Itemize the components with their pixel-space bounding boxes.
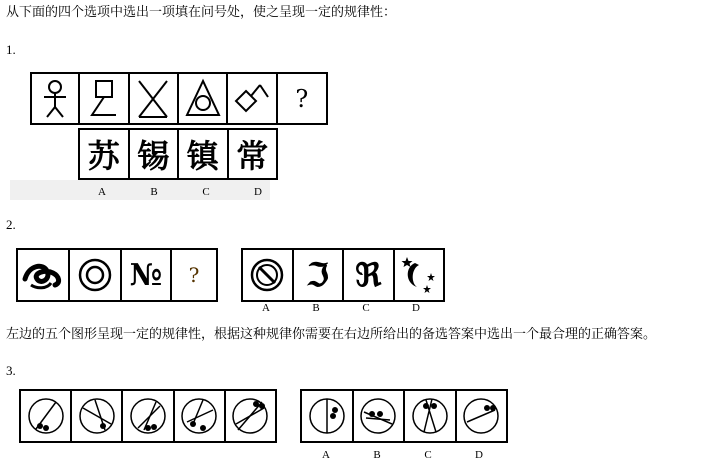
scan-shadow <box>10 180 270 200</box>
q3-figure-1 <box>21 391 72 441</box>
q1-label-a: A <box>98 186 106 198</box>
q1-options-strip <box>78 128 278 180</box>
q3-figure-2 <box>72 391 123 441</box>
circle-line-dots-icon <box>305 394 349 438</box>
q2-option-d[interactable] <box>395 250 444 300</box>
q3-sequence-strip <box>19 389 277 443</box>
square-triangle-icon <box>84 77 124 121</box>
q3-option-a[interactable] <box>302 391 354 441</box>
q3-option-c[interactable] <box>405 391 457 441</box>
circle-line-dots-icon <box>177 394 221 438</box>
moon-stars-icon <box>397 253 441 297</box>
q1-label-c: C <box>202 186 210 198</box>
q2-options-strip <box>241 248 445 302</box>
cross-triangle-icon <box>133 77 173 121</box>
circle-line-dots-icon <box>459 394 503 438</box>
q1-figure-1 <box>32 74 80 123</box>
circle-line-dots-icon <box>24 394 68 438</box>
q1-option-d[interactable]: 常 <box>236 137 269 175</box>
question-number-3: 3. <box>6 363 16 378</box>
q3-label-a: A <box>322 449 330 461</box>
q2-numero-sign: № <box>122 250 172 300</box>
circle-in-triangle-icon <box>183 77 223 121</box>
q2-figure-1 <box>18 250 70 300</box>
diamond-angle-icon <box>232 77 272 121</box>
circle-line-dots-icon <box>75 394 119 438</box>
q2-label-b: B <box>312 302 320 314</box>
q3-option-b[interactable] <box>354 391 406 441</box>
circle-line-dots-icon <box>356 394 400 438</box>
q3-option-d[interactable] <box>457 391 507 441</box>
q3-figure-5 <box>226 391 275 441</box>
instruction-text: 从下面的四个选项中选出一项填在问号处，使之呈现一定的规律性： <box>6 5 397 20</box>
double-circle-icon <box>73 255 117 295</box>
circle-line-dots-icon <box>408 394 452 438</box>
q2-sequence-strip <box>16 248 218 302</box>
q1-figure-4 <box>179 74 228 123</box>
q2-figure-2 <box>70 250 122 300</box>
q2-option-b[interactable]: ℑ <box>294 250 345 300</box>
q2-label-c: C <box>362 302 370 314</box>
q1-figure-2 <box>80 74 129 123</box>
q2-option-c[interactable]: ℜ <box>344 250 395 300</box>
q1-option-b[interactable]: 锡 <box>130 130 180 178</box>
stick-figure-icon <box>35 77 75 121</box>
q1-question-mark: ? <box>295 84 309 113</box>
q2-label-a: A <box>262 302 270 314</box>
question-number-2: 2. <box>6 217 16 232</box>
scroll-ornament-icon <box>21 255 65 295</box>
q2-label-d: D <box>412 302 420 314</box>
q1-figure-5 <box>228 74 277 123</box>
q1-label-b: B <box>150 186 158 198</box>
circle-line-dots-icon <box>126 394 170 438</box>
q3-label-d: D <box>475 449 483 461</box>
q3-label-c: C <box>424 449 432 461</box>
prohibited-sign-icon <box>245 255 289 295</box>
q1-sequence-strip <box>30 72 328 125</box>
q2-question-mark: ? <box>188 263 200 287</box>
q1-figure-3 <box>130 74 179 123</box>
circle-line-dots-icon <box>228 394 272 438</box>
q3-figure-3 <box>123 391 174 441</box>
q3-figure-4 <box>175 391 226 441</box>
q1-option-a[interactable]: 苏 <box>80 130 130 178</box>
q1-option-c[interactable]: 镇 <box>179 130 229 178</box>
question-number-1: 1. <box>6 42 16 57</box>
instruction-text-q3: 左边的五个图形呈现一定的规律性，根据这种规律你需要在右边所给出的备选答案中选出一个最合理的正确答案。 <box>6 327 657 342</box>
q2-option-a[interactable] <box>243 250 294 300</box>
q3-label-b: B <box>373 449 381 461</box>
q3-options-strip <box>300 389 508 443</box>
q1-label-d: D <box>254 186 262 198</box>
